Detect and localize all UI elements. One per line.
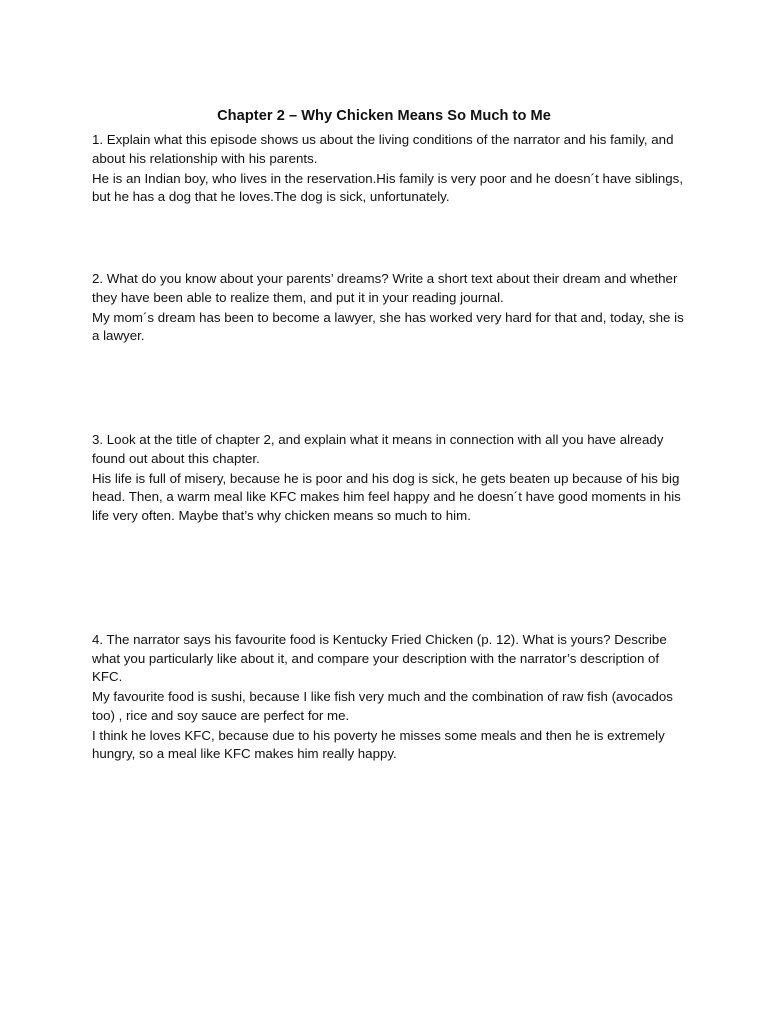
answer-text: I think he loves KFC, because due to his poverty he misses some meals and then he is extremely hungry, so a meal like KFC makes him really happy. xyxy=(92,727,665,761)
question-section-2 xyxy=(92,270,692,347)
answer-text: My mom´s dream has been to become a lawyer, she has worked very hard for that and, today, she is a lawyer. xyxy=(92,309,684,343)
answer-text: He is an Indian boy, who lives in the reservation.His family is very poor and he doesn´t have siblings, but he has a dog that he loves.The dog is sick, unfortunately. xyxy=(92,170,684,204)
question-section-3 xyxy=(92,431,692,527)
question-section-4 xyxy=(92,631,692,765)
question-section-1 xyxy=(92,131,692,208)
question-text: 4. The narrator says his favourite food is Kentucky Fried Chicken (p. 12). What is yours? Describe what you particularly like about it, and compare your description with the narrator’s description of KFC. xyxy=(92,632,667,684)
question-text: 1. Explain what this episode shows us about the living conditions of the narrator and his family, and about his relationship with his parents. xyxy=(92,132,674,166)
question-text: 3. Look at the title of chapter 2, and explain what it means in connection with all you have already found out about this chapter. xyxy=(92,432,664,466)
page-title: Chapter 2 – Why Chicken Means So Much to Me xyxy=(217,108,551,124)
answer-text: My favourite food is sushi, because I like fish very much and the combination of raw fish (avocados too) , rice and soy sauce are perfect for me. xyxy=(92,689,673,723)
question-text: 2. What do you know about your parents’ dreams? Write a short text about their dream and whether they have been able to realize them, and put it in your reading journal. xyxy=(92,271,678,305)
answer-text: His life is full of misery, because he is poor and his dog is sick, he gets beaten up because of his big head. Then, a warm meal like KFC makes him feel happy and he doesn´t have good moments in his life very often. Maybe that’s why chicken means so much to him. xyxy=(92,470,681,523)
